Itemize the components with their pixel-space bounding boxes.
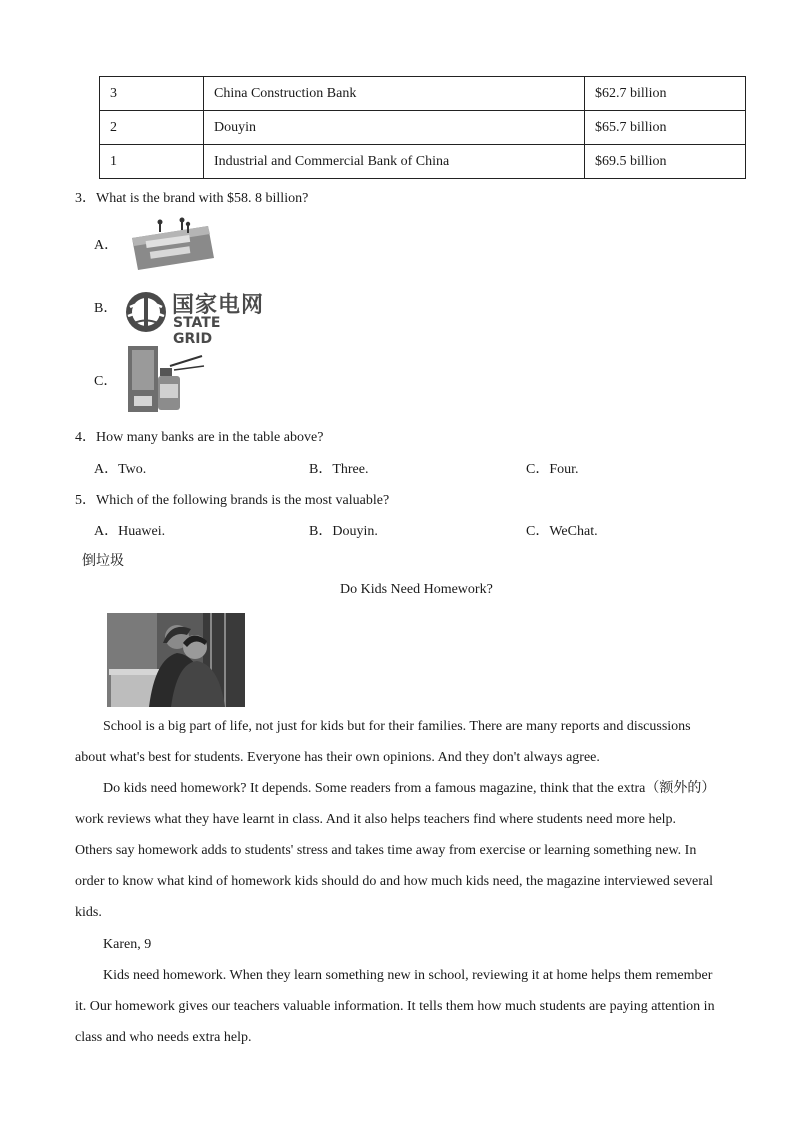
q3-option-b-label: B． — [94, 301, 118, 316]
rank-cell: 1 — [100, 145, 204, 179]
table-row — [100, 111, 746, 145]
brand-cell: Douyin — [204, 111, 585, 145]
paragraph-line: School is a big part of life, not just for kids but for their families. There are many reports and discussions — [103, 719, 691, 734]
q5-option-a: A．Huawei. — [94, 524, 166, 539]
speaker-label: Karen, 9 — [103, 937, 152, 952]
q3-option-a-label: A． — [94, 238, 119, 253]
brand-cell: Industrial and Commercial Bank of China — [204, 145, 585, 179]
q4-option-c: C．Four. — [526, 462, 579, 477]
article-title: Do Kids Need Homework? — [340, 582, 493, 597]
rank-cell: 2 — [100, 111, 204, 145]
speaker-name — [75, 929, 747, 960]
state-grid-en-text: STATE GRID — [173, 315, 221, 347]
article-paragraph-1 — [75, 711, 747, 773]
value-cell: $62.7 billion — [585, 77, 746, 111]
q5-option-c: C．WeChat. — [526, 524, 598, 539]
question-3: 3．What is the brand with $58. 8 billion? — [75, 191, 309, 206]
paragraph-line: work reviews what they have learnt in class. And it also helps teachers find where students need more help. — [75, 812, 677, 827]
pingan-logo — [124, 216, 216, 272]
q4-option-b: B．Three. — [309, 462, 369, 477]
moutai-bottle — [124, 344, 208, 414]
table-row — [100, 145, 746, 179]
paragraph-line: it. Our homework gives our teachers valuable information. It tells them how much students are paying attention in — [75, 999, 715, 1014]
article-paragraph-3 — [75, 960, 747, 1053]
table-row — [100, 77, 746, 111]
state-grid-cn-text: 国家电网 — [172, 293, 265, 318]
section-label: 倒垃圾 — [82, 554, 124, 569]
value-cell: $69.5 billion — [585, 145, 746, 179]
brand-value-table — [99, 76, 746, 179]
q5-option-b: B．Douyin. — [309, 524, 378, 539]
paragraph-line: Kids need homework. When they learn something new in school, reviewing it at home helps them remember — [103, 968, 713, 983]
paragraph-line: Others say homework adds to students' stress and takes time away from exercise or learning something new. In — [75, 843, 697, 858]
q3-option-c-label: C． — [94, 374, 118, 389]
students-at-computer-photo — [107, 613, 245, 707]
value-cell: $65.7 billion — [585, 111, 746, 145]
paragraph-line: order to know what kind of homework kids should do and how much kids need, the magazine interviewed several — [75, 874, 714, 889]
q4-option-a: A．Two. — [94, 462, 147, 477]
rank-cell: 3 — [100, 77, 204, 111]
article-paragraph-2 — [75, 773, 747, 928]
question-4: 4．How many banks are in the table above? — [75, 430, 324, 445]
brand-cell: China Construction Bank — [204, 77, 585, 111]
state-grid-emblem-icon — [124, 289, 168, 335]
paragraph-line: about what's best for students. Everyone has their own opinions. And they don't always agree. — [75, 750, 600, 765]
state-grid-logo — [124, 288, 265, 347]
paragraph-line: class and who needs extra help. — [75, 1030, 252, 1045]
paragraph-line: Do kids need homework? It depends. Some readers from a famous magazine, think that the extra（额外的） — [103, 781, 716, 796]
question-5: 5．Which of the following brands is the most valuable? — [75, 493, 390, 508]
paragraph-line: kids. — [75, 905, 102, 920]
